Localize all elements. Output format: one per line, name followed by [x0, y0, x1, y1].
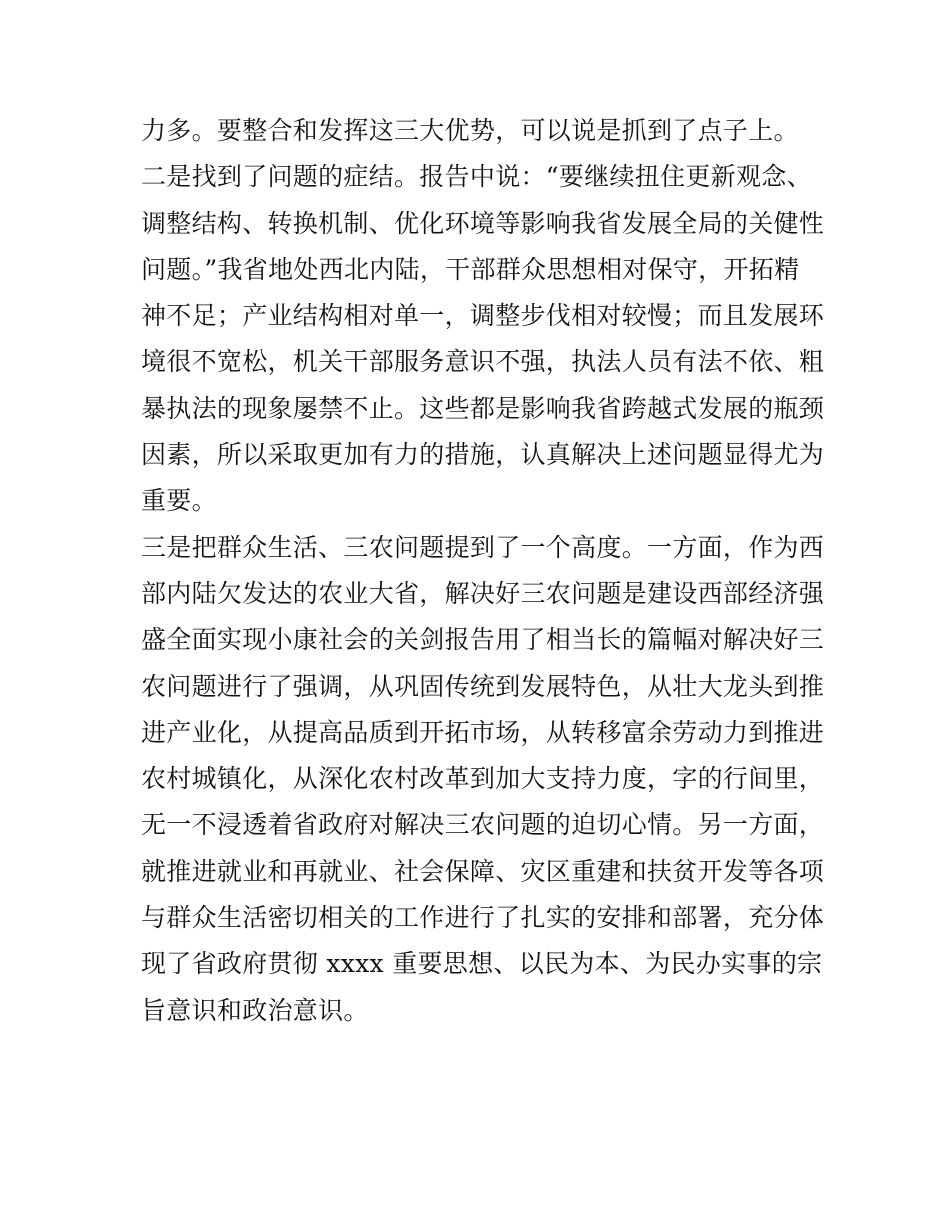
- text-line: 现了省政府贯彻 xxxx 重要思想、以民为本、为民办实事的宗: [141, 949, 823, 979]
- text-line: 重要。: [141, 486, 217, 516]
- text-line: 农问题进行了强调，从巩固传统到发展特色，从壮大龙头到推: [141, 671, 825, 701]
- text-line: 问题。”我省地处西北内陆，干部群众思想相对保守，开拓精: [141, 254, 800, 284]
- text-line: 进产业化，从提高品质到开拓市场，从转移富余劳动力到推进: [141, 717, 825, 747]
- text-line: 盛全面实现小康社会的关剑报告用了相当长的篇幅对解决好三: [141, 625, 825, 655]
- text-line: 旨意识和政治意识。: [141, 995, 369, 1025]
- text-line: 神不足；产业结构相对单一，调整步伐相对较慢；而且发展环: [141, 301, 825, 331]
- text-line: 力多。要整合和发挥这三大优势，可以说是抓到了点子上。: [141, 116, 799, 145]
- text-line: 境很不宽松，机关干部服务意识不强，执法人员有法不依、粗: [141, 347, 825, 377]
- text-line: 调整结构、转换机制、优化环境等影响我省发展全局的关健性: [141, 208, 825, 238]
- text-line: 暴执法的现象屡禁不止。这些都是影响我省跨越式发展的瓶颈: [141, 393, 825, 423]
- text-line: 与群众生活密切相关的工作进行了扎实的安排和部署，充分体: [141, 903, 825, 933]
- text-line: 农村城镇化，从深化农村改革到加大支持力度，字的行间里，: [141, 764, 825, 794]
- text-line: 无一不浸透着省政府对解决三农问题的迫切心情。另一方面，: [141, 810, 825, 840]
- text-line: 二是找到了问题的症结。报告中说：“要继续扭住更新观念、: [141, 162, 812, 192]
- text-line: 部内陆欠发达的农业大省，解决好三农问题是建设西部经济强: [141, 578, 825, 608]
- text-line: 就推进就业和再就业、社会保障、灾区重建和扶贫开发等各项: [141, 856, 825, 886]
- text-line: 三是把群众生活、三农问题提到了一个高度。一方面，作为西: [141, 532, 825, 562]
- text-line: 因素，所以采取更加有力的措施，认真解决上述问题显得尤为: [141, 440, 825, 470]
- document-body: [141, 108, 825, 1034]
